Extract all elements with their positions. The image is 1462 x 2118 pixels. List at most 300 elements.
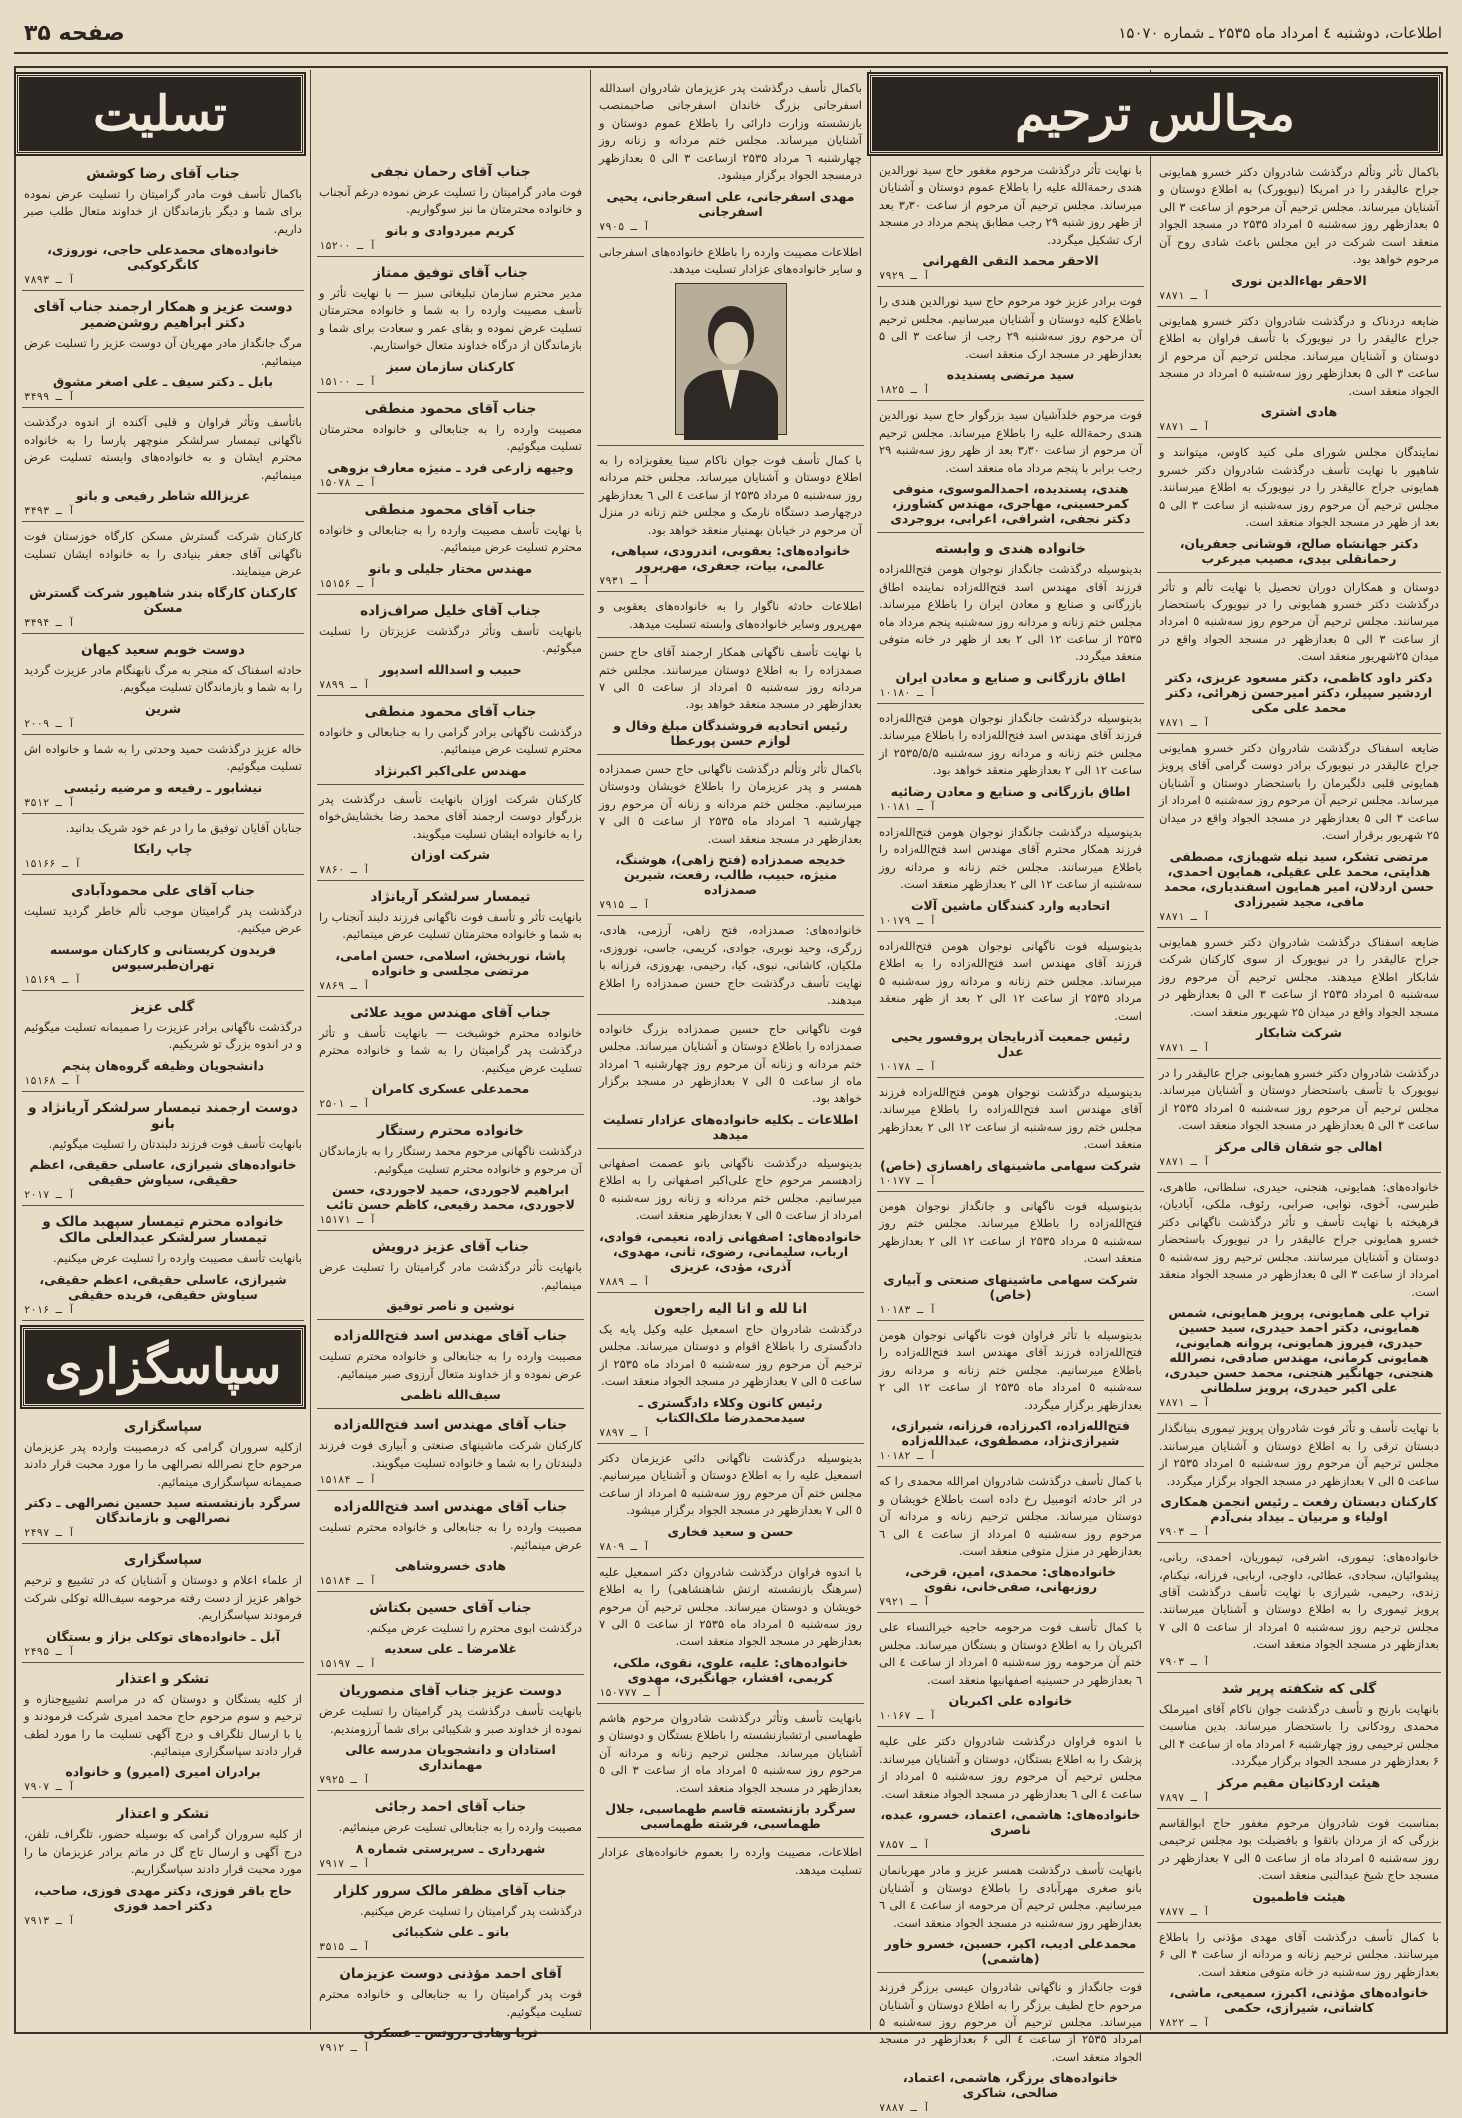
notice-signature: هیئت فاطمیون (1252, 1888, 1346, 1904)
notice-body: بدینوسیله درگذشت ناگهانی بانو عصمت اصفهانی زادهسمر مرحوم حاج علی‌اکبر اصفهانی را به اطلاع میرسانیم. مجلس ختم مردانه و زنانه روز سه‌شنبه ٥ امرداد از ساعت ٥ الی ۷ بعدازظهر منعقد است. (599, 1155, 862, 1223)
notice (1157, 438, 1441, 572)
notice-title: جناب آقای مهندس اسد فتح‌الله‌زاده (333, 1328, 568, 1345)
notice-body: با کمال تأسف درگذشت شادروان امرالله محمدی را که در اثر حادثه اتومبیل رخ داده است باطلاع خویشان و دوستان میرساند. مجلس ترحیم زنانه و مردانه آن مرحوم روز سه‌شنبه ٥ امرداد از ساعت ٤ الی ٦ بعدازظهر در منزل متوفی منعقد است. (879, 1474, 1142, 1558)
notice-code: آ ـ ۲۰۰۹ (24, 717, 75, 730)
column-tasliat-left (16, 70, 310, 2030)
notice (317, 1320, 584, 1409)
notice-title: دوست خوبم سعید کیهان (81, 641, 245, 658)
notice (22, 1206, 304, 1320)
notice-title: جناب آقای رضا کوشش (86, 166, 240, 182)
notice-signature: مهندس علی‌اکبر اکبرنژاد (374, 762, 527, 778)
notice (22, 1411, 304, 1544)
notice-signature: شرکت سهامی ماشینهای راهسازی (خاص) (879, 1157, 1142, 1173)
notice-title: تیمسار سرلشکر آریانژاد (370, 888, 531, 905)
notice-signature: الاحقر محمد التقی القهرانی (922, 253, 1099, 269)
notice-body: درگذشت شادروان دکتر خسرو همایونی جراح عالیقدر را در نیویورک با تأسف باستحضار دوستان و آشنایان میرساند. مجلس ترحیم آن مرحوم روز سه‌شنبه ٥ امرداد ۲۵۳۵ از ساعت ۳ الی ۵ بعدازظهر در مسجد الجواد منعقد است. (1159, 1066, 1440, 1133)
notice (1157, 1543, 1441, 1673)
notice-code: آ ـ ۷۹۱۳ (24, 1914, 75, 1927)
notice (597, 1838, 864, 1883)
notice-title: جناب آقای مهندس موید علائی (350, 1004, 551, 1021)
notice-body: بمناسبت فوت شادروان مرحوم مغفور حاج ابوالقاسم بزرگی که از مردان باتقوا و بافضیلت بود مجلس ترحیمی روز سه‌شنبه ٥ امرداد ماه از ساعت ۵ الی ۷ بعدازظهر در مسجد حاج شیخ عبدالنبی منعقد است. (1159, 1815, 1439, 1883)
notice-signature: حاج باقر فوزی، دکتر مهدی فوزی، صاحب، دکتر احمد فوزی (33, 1882, 292, 1913)
notice-code: آ ـ ۱۸۲۵ (879, 384, 930, 397)
notice-body: باتأسف وتأثر فراوان و قلبی آکنده از اندوه درگذشت ناگهانی تیمسار سرلشکر منوچهر پارسا را به خانواده محترم ایشان و به خانواده‌های وابسته تسلیت عرض مینمائیم. (24, 415, 302, 482)
notice-body: فوت مرحوم خلدآشیان سید بزرگوار حاج سید نورالدین هندی رحمةالله علیه را باطلاع میرساند. مجلس ترحیم آن مرحوم از ساعت ۳٫۳۰ بعد از ظهر روز سه‌شنبه ۲۹ رجب برابر با پنجم مرداد ماه منعقد است. (879, 408, 1143, 475)
notice-signature: برادران امیری (امیرو) و خانواده (65, 1764, 261, 1780)
notice-code: آ ـ ۷۸۷۱ (1159, 1042, 1210, 1054)
page-number: صفحه ۳۵ (24, 20, 125, 46)
notice (877, 932, 1144, 1078)
notice-code: آ ـ ۱۰۱۸۳ (879, 1303, 936, 1316)
notice-body: درگذشت پدر گرامیتان موجب تألم خاطر گردید تسلیت عرض میکنیم. (24, 903, 302, 936)
notice (317, 1231, 584, 1320)
notice (1157, 928, 1441, 1059)
notice-signature: کارکنان کارگاه بندر شاهپور شرکت گسترش مسکن (29, 584, 297, 615)
notice-signature: ابراهیم لاجوردی، حمید لاجوردی، حسن لاجوردی، محمد رفیعی، کاظم حسن تائب (326, 1182, 575, 1213)
notice-signature: شرکت سهامی ماشینهای صنعتی و آبیاری (خاص) (883, 1271, 1138, 1302)
notice (597, 592, 864, 638)
notice-code: آ ـ ۷۸۷۷ (1159, 1905, 1210, 1918)
notice-signature: خانواده‌های: اصفهانی زاده، نعیمی، فوادی، ارباب، سلیمانی، رضوی، ثانی، مهدوی، آذری، مؤدی، عزیزی (599, 1228, 862, 1274)
notice-code: آ ـ ۲۴۹۵ (24, 1645, 75, 1658)
notice-code: آ ـ ۳۴۹۳ (24, 505, 75, 518)
notice-signature: محمدعلی ادیب، اکبر، حسین، خسرو خاور (هاشمی) (884, 1936, 1137, 1967)
notice-body: حادثه اسفناک که منجر به مرگ نابهنگام مادر عزیزت گردید را به شما و بازماندگان تسلیت میگویم. (24, 662, 302, 695)
notice-signature: اطاق بازرگانی و صنایع و معادن رضائیه (890, 783, 1131, 799)
notice-body: اطلاعات، مصیبت وارده را بعموم خانواده‌های عزادار تسلیت میدهد. (599, 1845, 862, 1877)
notice-code: آ ـ ۱۰۱۶۷ (879, 1710, 936, 1723)
notice (22, 522, 304, 633)
notice-signature: استادان و دانشجویان مدرسه عالی مهمانداری (345, 1742, 556, 1773)
notice-body: فوت جانگداز و ناگهانی شادروان عیسی برزگر فرزند مرحوم حاج لطیف برزگر را به اطلاع دوستان و آشنایان میرساند. مجلس ترحیم آن مرحوم روز سه‌شنبه ۵ امرداد ۲۵۳۵ از ساعت ٤ الی ۶ بعدازظهر در مسجد الجواد منعقد است. (879, 1980, 1142, 2064)
notice-code: آ ـ ۱۵۱۹۷ (319, 1658, 376, 1671)
notice-title: جناب آقای علی محمودآبادی (71, 882, 255, 899)
notice-signature: کارکنان دبستان رفعت ـ رئیس انجمن همکاری اولیاء و مربیان ـ بیداد بنی‌آدم (1160, 1494, 1438, 1525)
notice-body: خانواده‌های: تیموری، اشرفی، تیموریان، احمدی، ربانی، پیشوائیان، سجادی، عطائی، داوجی، اربابی، فرزانه، نیکنام، زندی، رحیمی، شیرازی با نهایت تأسف درگذشت آقای پرویز تیموری را به اطلاع دوستان و آشنایان میرسانند. مجلس ترحیم روز سه‌شنبه ٥ امرداد از ساعت ۵ الی ۷ بعدازظهر در مسجد الجواد منعقد است. (1159, 1550, 1439, 1652)
notice-signature: مهندس مختار جلیلی و بانو (368, 560, 533, 576)
notice (22, 408, 304, 522)
notice-code: آ ـ ۳۵۱۲ (24, 796, 75, 809)
notice-body: بدینوسیله فوت ناگهانی نوجوان هومن فتح‌الله‌زاده فرزند آقای مهندس اسد فتح‌الله‌زاده را به اطلاع میرساند. مجلس ختم زنانه و مردانه روز سه‌شنبه ۵ مرداد ۲۵۳۵ از ساعت ۱۲ الی ۲ بعد از ظهر منعقد است. (879, 938, 1142, 1023)
notice (22, 735, 304, 814)
notice-signature: دانشجویان وظیفه گروه‌هان پنجم (61, 1057, 265, 1073)
notice-signature: خدیجه صمدزاده (فتح زاهی)، هوشنگ، منیژه، حبیب، طالب، رفعت، شیرین صمدزاده (615, 852, 846, 898)
notice (597, 1558, 864, 1704)
notice-code: آ ـ ۷۸۷۱ (1159, 1155, 1210, 1168)
notice-body: باکمال تأثر وتألم درگذشت شادروان دکتر خسرو همایونی جراح عالیقدر را در امریکا (نیویورک) به اطلاع دوستان و آشنایان میرساند. مجلس ترحیم آن مرحوم از ساعت ۳ الی ۵ بعدازظهر روز سه‌شنبه ٥ امرداد ۲۵۳۵ در مسجد الجواد منعقد است شرکت در این مجلس باعث شادی روح آن مرحوم خواهد بود. (1159, 165, 1439, 267)
notice-code: آ ـ ۱۰۱۷۹ (879, 914, 936, 927)
notice (877, 401, 1144, 533)
notice (597, 1293, 864, 1444)
notice-title: گلی عزیز (131, 998, 195, 1015)
notice-body: مرگ جانگداز مادر مهربان آن دوست عزیز را تسلیت عرض مینمائیم. (24, 336, 302, 368)
notice-code: آ ـ ۷۹۲۱ (879, 1596, 930, 1609)
newspaper-header (14, 14, 1448, 54)
notice-body: اطلاعات حادثه ناگوار را به خانواده‌های یعقوبی و مهرپرور وسایر خانواده‌های وابسته تسلیت میدهد. (599, 599, 862, 631)
notice-code: آ ـ ۲۴۹۷ (24, 1527, 75, 1540)
notice-body: کارکنان شرکت اوزان بانهایت تأسف درگذشت پدر بزرگوار دوست ارجمند آقای محمد رضا بخشایش‌خواه را به خانواده ایشان تسلیت میگویند. (319, 791, 582, 841)
notice-signature: مهدی اسفرجانی، علی اسفرجانی، یحیی اسفرجانی (606, 188, 855, 219)
notice (1157, 1059, 1441, 1173)
notice-title: جناب آقای مظفر مالک سرور کلزار (334, 1882, 567, 1899)
notice (877, 818, 1144, 932)
notice (317, 696, 584, 785)
notice-signature: حسن و سعید فخاری (667, 1523, 794, 1539)
notice-body: درگذشت ناگهانی برادر عزیزت را صمیمانه تسلیت میگوئیم و در اندوه بزرگ تو شریکیم. (24, 1019, 302, 1052)
notice-signature: هادی خسروشاهی (394, 1558, 507, 1573)
notice-signature: مرتضی تشکر، سید نیله شهبازی، مصطفی هدایتی، محمد علی عقیلی، همایون احمدی، حسن اردلان، امیر همایون اسفندیاری، محمد مافی، مجید شیرزادی (1163, 848, 1435, 909)
notice-body: بدینوسیله فوت ناگهانی و جانگداز نوجوان هومن فتح‌الله‌زاده را باطلاع میرساند. مجلس ختم روز سه‌شنبه ۵ مرداد ۲۵۳۵ از ساعت ۱۲ الی ۲ بعدازظهر منعقد است. (879, 1198, 1142, 1266)
notice-body: فوت پدر گرامیتان را به جنابعالی و خانواده محترم تسلیت میگوئیم. (319, 1987, 582, 2019)
notice-body: بدینوسیله درگذشت نوجوان هومن فتح‌الله‌زاده فرزند آقای مهندس اسد فتح‌الله‌زاده را باطلاع میرساند. مجلس ختم روز سه‌شنبه از ساعت ۱۲ الی ۲ بعدازظهر منعقد است. (879, 1085, 1142, 1152)
notice-body: باکمال تأسف درگذشت پدر عزیزمان شادروان اسدالله اسفرجانی بزرگ خاندان اسفرجانی صاحبمنصب بازنشسته وزارت دارائی را باطلاع عموم دوستان و آشنایان میرساند. مجلس ختم مردانه و زنانه روز چهارشنبه ٦ مرداد ۲۵۳۵ ازساعت ۳ الی ٥ بعدازظهر درمسجد الجواد برگزار میشود. (599, 81, 862, 183)
notice (317, 1791, 584, 1874)
notice-body: خانواده محترم خوشبخت — بانهایت تأسف و تأثر درگذشت پدر گرامیتان را به شما و خانواده محترم تسلیت عرض میکنیم. (319, 1025, 582, 1075)
notice-signature: شرکت اوزان (410, 846, 491, 862)
notice-body: ضایعه اسفناک درگذشت شادروان دکتر خسرو همایونی جراح عالیقدر را در نیویورک از سوی کارکنان شرکت شابکار اطلاع میدهند. مجلس ترحیم آن مرحوم روز سه‌شنبه ٥ امرداد ۲۵۳۵ از ساعت ۳ الی ۵ بعدازظهر در مسجد الجواد واقع در میدان ۲۵ شهریور منعقد است. (1159, 934, 1439, 1019)
notice (877, 1856, 1144, 1973)
notice-signature: خانواده‌های محمدعلی حاجی، نوروزی، کانگرکوکبی (47, 242, 279, 273)
notice-body: فوت ناگهانی حاج حسین صمدزاده بزرگ خانواده صمدزاده را باطلاع دوستان و آشنایان میرساند. مجلس ختم مردانه و زنانه آن مرحوم روز چهارشنبه ٦ امرداد ماه از ساعت ٥ الی ۷ بعدازظهر در مسجد برگزار خواهد بود. (599, 1021, 863, 1106)
notice-code: آ ـ ۱۰۱۸۲ (879, 1450, 936, 1463)
notice-signature: رئیس کانون وکلاء دادگستری ـ سیدمحمدرضا ملک‌الکتاب (638, 1394, 823, 1425)
notice-body: باکمال تأسف فوت مادر گرامیتان را تسلیت عرض نموده برای شما و دیگر بازماندگان از خداوند متعال طلب صبر داریم. (24, 187, 302, 236)
notice-code: آ ـ ۱۵۱۶۹ (24, 973, 81, 986)
notice (317, 595, 584, 696)
notice-code: آ ـ ۷۹۲۹ (879, 270, 930, 283)
notice-signature: دکتر جهانشاه صالح، فوشانی جعفریان، رحمانقلی بیدی، مصیب میرعرب (1179, 535, 1419, 566)
notice-code: آ ـ ۷۹۰۵ (599, 220, 650, 233)
notice (877, 1973, 1144, 2118)
notice-signature: خانواده‌های: محمدی، امین، قرخی، روزبهانی، صفی‌خانی، نقوی (904, 1564, 1117, 1595)
notice-body: بانهایت تأثر درگذشت مادر گرامیتان را تسلیت عرض مینمائیم. (319, 1260, 582, 1292)
notice (317, 393, 584, 494)
notice-body: بانهایت تأسف مصیبت وارده را تسلیت عرض میکنیم. (53, 1251, 302, 1266)
notice-code: آ ـ ۳۴۹۴ (24, 616, 75, 629)
notice-body: بدینوسیله با تأثر فراوان فوت ناگهانی نوجوان هومن فتح‌الله‌زاده فرزند آقای مهندس اسد فتح‌الله‌زاده را باطلاع میرسانیم. مجلس ختم زنانه و مردانه روز سه‌شنبه ٥ امرداد ماه ۲۵۳۵ از ساعت ۱۲ الی ۲ بعدازظهر برگزار میگردد. (879, 1327, 1142, 1412)
notice-body: فوت برادر عزیز خود مرحوم حاج سید نورالدین هندی را باطلاع کلیه دوستان و آشنایان میرسانیم. مجلس ترحیم آن مرحوم روز سه‌شنبه ۲۹ رجب از ساعت ۳ الی ۵ بعدازظهر در مسجد ارک منعقد است. (879, 294, 1142, 361)
notice-code: آ ـ ۷۸۲۲ (1159, 2017, 1210, 2029)
notice-body: با نهایت تأثر درگذشت مرحوم مغفور حاج سید نورالدین هندی رحمةالله علیه را باطلاع عموم دوستان و آشنایان میرساند. مجلس ترحیم آن مرحوم از ساعت ۳٫۳۰ بعد از ظهر روز شنبه ۲۹ رجب مطابق پنجم مرداد در مسجد ارک تشکیل میگردد. (879, 163, 1142, 247)
notice-body: با کمال تأسف فوت مرحومه حاجیه خیرالنساء علی اکبریان را به اطلاع دوستان و بستگان میرساند. مجلس ختم آن مرحومه روز سه‌شنبه ٥ امرداد از ساعت ٤ الی ٦ بعدازظهر در حسینیه اصفهانیها منعقد است. (879, 1620, 1142, 1687)
notice-body: بانهایت تأسف وتأثر درگذشت شادروان مرحوم هاشم طهماسبی ارتشبازنشسته را باطلاع بستگان و دوستان و آشنایان میرساند. مجلس ترحیم زنانه و مردانه آن مرحوم روز سه‌شنبه ٥ امرداد ماه از ساعت ۳ الی ٥ بعدازظهر در مسجد الجواد منعقد است. (599, 1710, 862, 1795)
notice-signature: نیشابور ـ رفیعه و مرضیه رئیسی (63, 779, 263, 795)
section-banner-sepas: سپاسگزاری (22, 1327, 304, 1407)
notice-code: آ ـ ۳۵۱۵ (319, 1941, 370, 1954)
notice-body: بانهایت بارنج و تأسف درگذشت جوان ناکام آقای امیرملک محمدی رودکانی را باستحضار میرساند. بدین مناسبت مجلس ترحیمی روز چهارشنبه ۶ امرداد ماه از ساعت ۴ الی ۶ بعدازظهر در مسجد الجواد برگزار میگردد. (1159, 1701, 1439, 1769)
notice-body: خانواده‌های: صمدزاده، فتح زاهی، آرزمی، هادی، زرگری، وحید نوبری، جوادی، کریمی، جاسی، نوروزی، ملکیان، کاشانی، نبوی، کیا، رحیمی، بهروزی، فرزانه با نهایت تأسف درگذشت حاج حسن صمدزاده را اطلاع میدهند. (599, 923, 862, 1008)
notice-body: از کلیه سروران گرامی که بوسیله حضور، تلگراف، تلفن، درج آگهی و ارسال تاج گل در ماتم برادر عزیزمان ما را مورد محبت قرار دادند سپاسگزاریم. (24, 1827, 302, 1877)
notice (877, 287, 1144, 401)
notice (877, 704, 1144, 818)
notice-body: جنابان آقایان توفیق ما را در غم خود شریک بدانید. (65, 820, 302, 835)
notice-code: آ ـ ۱۰۱۸۰ (879, 686, 936, 699)
notice-signature: سیف‌الله ناظمی (400, 1387, 501, 1403)
notice-body: با اندوه فراوان درگذشت شادروان دکتر علی علیه پزشک را به اطلاع بستگان، دوستان و آشنایان میرساند. مجلس ترحیم آن مرحوم روز سه‌شنبه ٥ امرداد از ساعت ٤ الی ٦ بعدازظهر در مسجد الجواد منعقد است. (879, 1734, 1142, 1801)
notice-signature: بانو ـ علی شکیبائی (391, 1924, 510, 1940)
notice (317, 1592, 584, 1675)
notice-code: آ ـ ۱۵۰۷۷۷ (599, 1686, 663, 1699)
notice (597, 638, 864, 755)
notice-body: با اندوه فراوان درگذشت شادروان دکتر اسمعیل علیه (سرهنگ بازنشسته ارتش شاهنشاهی) را به اطلاع خویشان و دوستان میرساند. مجلس ترحیم آن مرحوم روز سه‌شنبه ٥ امرداد ماه ۲۵۳۵ از ساعت ٥ الی ۷ بعدازظهر در مسجد الجواد منعقد است. (599, 1564, 862, 1649)
notice (317, 156, 584, 257)
notice-title: جناب آقای مهندس اسد فتح‌الله‌زاده (333, 1499, 568, 1516)
notice-signature: عزیزالله شاطر رفیعی و بانو (75, 488, 251, 504)
notice-code: آ ـ ۱۵۱۸۴ (319, 1575, 376, 1587)
notice-body: ضایعه دردناک و درگذشت شادروان دکتر خسرو همایونی جراح عالیقدر را در نیویورک با تأسف فراوان به اطلاع دوستان و آشنایان میرساند. مجلس ترحیم آن مرحوم از ساعت ۳ الی ۵ بعدازظهر روز سه‌شنبه ٥ امرداد در مسجد الجواد منعقد است. (1159, 313, 1439, 398)
notice-code: آ ـ ۷۸۸۹ (599, 1275, 650, 1288)
notice-body: خاله عزیز درگذشت حمید وحدتی را به شما و خانواده اش تسلیت میگوئیم. (24, 741, 302, 774)
notice (317, 785, 584, 881)
column-tasliat-right (311, 70, 590, 2055)
notice-signature: ثریا وهادی دروتس ـ عسکری (363, 2025, 538, 2041)
notice-body: با کمال تأسف درگذشت آقای مهدی مؤذنی را باطلاع میرسانند. مجلس ترحیم زنانه و مردانه از ساعت ۴ الی ۶ بعدازظهر روز سه‌شنبه در خانه متوفی منعقد است. (1159, 1929, 1439, 1979)
notice-signature: هادی اشتری (1260, 404, 1338, 420)
notice-signature: شیرازی، عاسلی حقیقی، اعظم حقیقی، سیاوش حقیقی، فریده حقیقی (39, 1271, 287, 1302)
notice-signature: نوشین و ناصر توفیق (386, 1298, 515, 1314)
portrait-photo (675, 283, 787, 435)
notice (877, 1727, 1144, 1856)
notice-body: نمایندگان مجلس شورای ملی کنید کاوس، میتوانند و شاهپور با نهایت تأسف درگذشت شادروان دکتر خسرو همایونی جراح عالیقدر را در نیویورک به اطلاع میرسانند. مجلس ترحیم آن مرحوم روز سه‌شنبه از ساعت ۳ الی ۵ بعد از ظهر در مسجد الجواد منعقد است. (1159, 445, 1439, 530)
notice (317, 881, 584, 997)
notice (1157, 734, 1441, 928)
notice (22, 158, 304, 291)
notice-code: آ ـ ۱۰۱۸۱ (879, 800, 936, 813)
notice-body: اطلاعات مصیبت وارده را باطلاع خانواده‌های اسفرجانی و سایر خانواده‌های عزادار تسلیت میدهد. (599, 244, 862, 277)
notice-body: بدینوسیله درگذشت جانگداز نوجوان هومن فتح‌الله‌زاده فرزند آقای مهندس اسد فتح‌الله‌زاده نماینده اطاق بازرگانی و صنایع و معادن ایران را باطلاع میرساند. مجلس ختم زنانه و مردانه روز سه‌شنبه پنجم مرداد ماه ۲۵۳۵ از ساعت ۱۲ الی ۲ بعد از ظهر در خانه متوفی منعقد میگردد. (879, 562, 1142, 664)
notice-title: سپاسگزاری (123, 1418, 203, 1435)
notice-code: آ ـ ۲۵۰۱ (319, 1098, 370, 1111)
notice-code: آ ـ ۷۹۰۳ (1159, 1526, 1210, 1539)
notice-signature: اطلاعات ـ بکلیه خانواده‌های عزادار تسلیت میدهد (602, 1111, 859, 1142)
notice-code: آ ـ ۷۸۶۹ (319, 979, 370, 992)
notice-code: آ ـ ۷۸۷۱ (1159, 716, 1210, 729)
notice-code: آ ـ ۷۹۳۱ (599, 575, 650, 588)
notice-code: آ ـ ۱۵۲۰۰ (319, 239, 376, 252)
notice-code: آ ـ ۷۸۵۷ (879, 1839, 930, 1852)
notice-code: آ ـ ۱۰۱۷۸ (879, 1061, 936, 1073)
notice-body: با نهایت تأسف و تأثر فوت شادروان پرویز تیموری بنیانگذار دبستان ترقی را به اطلاع دوستان و آشنایان میرسانند. مجلس ترحیم آن مرحوم روز سه‌شنبه ٥ امرداد ۲۵۳۵ از ساعت ۵ الی ۷ بعدازظهر در مسجد الجواد برگزار میگردد. (1159, 1421, 1440, 1488)
notice-signature: خانواده‌های برزگر، هاشمی، اعتماد، صالحی، شاکری (902, 2070, 1119, 2101)
notice-body: مصیبت وارده را به جنابعالی و خانواده محترم تسلیت عرض مینمائیم. (319, 1520, 582, 1552)
notice (317, 1115, 584, 1231)
notice (597, 1149, 864, 1293)
notice (597, 238, 864, 446)
notice (1157, 1673, 1441, 1809)
notice-title: تشکر و اعتذار (116, 1806, 210, 1823)
masthead-line: اطلاعات، دوشنبه ٤ امرداد ماه ۲۵۳۵ ـ شماره ۱۵۰۷۰ (1118, 24, 1442, 42)
notice-title: آقای احمد مؤذنی دوست عزیزمان (339, 1966, 562, 1983)
notice-code: آ ـ ۷۹۱۷ (319, 1857, 370, 1870)
notice (317, 257, 584, 393)
notice-code: آ ـ ۷۸۹۷ (599, 1426, 650, 1439)
notice-title: خانواده محترم تیمسار سپهبد مالک و تیمسار سرلشکر عبدالعلی مالک (42, 1214, 284, 1247)
notice-code: آ ـ ۷۹۰۳ (1159, 1655, 1210, 1668)
notice-title: جناب آقای محمود منطقی (364, 501, 537, 518)
notice-code: آ ـ ۱۵۱۰۰ (319, 375, 376, 388)
notice-body: کارکنان شرکت گسترش مسکن کارگاه خوزستان فوت ناگهانی آقای جعفر بنیادی را به خانواده ایشان تسلیت عرض مینمایند. (24, 529, 302, 579)
notice-signature: الاحقر بهاءالدین نوری (1231, 272, 1367, 288)
notice-body: مصیبت وارده را به جنابعالی و خانواده محترمتان تسلیت میگوئیم. (319, 421, 582, 454)
notice-signature: تراپ علی همایونی، پرویز همایونی، شمس همایونی، دکتر احمد حیدری، سید حسین حیدری، فیروز همایونی، پروانه همایونی، همایونی کرمانی، مهندس صادقی، نصرالله هنجنی، جهانگیر هنجنی، محمد حسن حیدری، علی اکبر حیدری، پرویز سلطانی (1164, 1305, 1434, 1396)
notice-body: درگذشت ابوی محترم را تسلیت عرض میکنم. (366, 1621, 582, 1635)
notice-code: آ ـ ۷۸۶۰ (319, 863, 370, 876)
notice-title: جناب آقای خلیل صراف‌زاده (360, 602, 541, 619)
notice-signature: خانواده‌های: هاشمی، اعتماد، خسرو، عبده، ناصری (880, 1807, 1141, 1838)
notice (1157, 1809, 1441, 1923)
notice-signature: شرکت شابکار (1256, 1025, 1342, 1040)
notice (1157, 1173, 1441, 1414)
notice-signature: اتحادیه وارد کنندگان ماشین آلات (911, 897, 1110, 913)
notice-title: تشکر و اعتذار (116, 1670, 210, 1687)
notice-body: بانهایت تأسف وتأثر درگذشت عزیزتان را تسلیت میگوئیم. (319, 623, 582, 656)
notice (877, 156, 1144, 287)
notice (317, 1958, 584, 2058)
notice-code: آ ـ ۱۵۱۵۶ (319, 577, 376, 590)
notice-title: جناب آقای محمود منطقی (364, 703, 537, 720)
notice-signature: خانواده‌های شیرازی، عاسلی حقیقی، اعظم حقیقی، سیاوش حقیقی (29, 1157, 297, 1188)
notice-title: انا لله و انا الیه راجعون (653, 1300, 808, 1317)
notice-title: جناب آقای مهندس اسد فتح‌الله‌زاده (333, 1417, 568, 1434)
notice-code: آ ـ ۱۵۱۸۴ (319, 1474, 376, 1487)
notice-title: گلی که شکفته پرپر شد (1221, 1680, 1377, 1697)
notice-body: بدینوسیله درگذشت جانگداز نوجوان هومن فتح‌الله‌زاده فرزند همکار محترم آقای مهندس اسد فتح‌الله‌زاده را باطلاع میرسانند. مجلس ختم زنانه و مردانه روز سه‌شنبه از ساعت ۱۲ الی ۲ بعدازظهر منعقد است. (879, 824, 1142, 892)
notice (597, 1704, 864, 1838)
notice-signature: شرین (144, 700, 181, 716)
notice-body: باکمال تأثر وتألم درگذشت ناگهانی حاج حسن صمدزاده همسر و پدر عزیزمان را باطلاع خویشان ودوستان میرسانیم. مجلس ختم مردانه و زنانه آن مرحوم روز چهارشنبه ٦ امرداد ماه ۲۵۳۵ از ساعت ٥ الی ۷ بعدازظهر در مسجد منعقد است. (599, 761, 862, 846)
notice (22, 1798, 304, 1930)
section-banner-tasliat: تسلیت (16, 74, 304, 154)
notice (1157, 158, 1441, 307)
notice (597, 1015, 864, 1149)
notice-body: کارکنان شرکت ماشینهای صنعتی و آبیاری فوت فرزند دلبندتان را به شما و خانواده تسلیت میگویند. (319, 1438, 582, 1470)
notice-title: جناب آقای عزیز درویش (371, 1239, 530, 1256)
notice-title: سپاسگزاری (123, 1552, 203, 1569)
notice-body: فوت مادر گرامیتان را تسلیت عرض نموده درغم آنجناب و خانواده محترمتان ما نیز سوگواریم. (319, 185, 582, 217)
notice-signature: سرگرد بازنشسته قاسم طهماسبی، جلال طهماسبی، فرشته طهماسبی (605, 1801, 856, 1832)
notice-code: آ ـ ۷۸۷۱ (1159, 910, 1210, 923)
notice-signature: رئیس جمعیت آذربایجان پروفسور یحیی عدل (891, 1029, 1130, 1059)
notice-body: با نهایت تأسف مصیبت وارده را به جنابعالی و خانواده محترم تسلیت عرض مینمائیم. (319, 522, 582, 555)
notice-code: آ ـ ۲۰۱۶ (24, 1303, 75, 1316)
notice (22, 991, 304, 1092)
notice-body: مصیبت وارده را به جنابعالی و خانواده محترم تسلیت عرض نموده و از خداوند متعال آرزوی صبر مینمائیم. (319, 1349, 582, 1381)
notice-signature: هندی، پسندیده، احمدالموسوی، منوفی کمرحسینی، مهاجری، مهندس کشاورز، دکتر نجفی، اشرافی، اعرابی، بروجردی (890, 481, 1131, 527)
notice-code: آ ـ ۷۸۷۱ (1159, 289, 1210, 302)
notice (1157, 307, 1441, 438)
notice-code: آ ـ ۷۸۹۹ (319, 678, 370, 691)
notice-body: با نهایت تأسف ناگهانی همکار ارجمند آقای حاج حسن صمدزاده را به اطلاع دوستان میرسانند. مجلس ختم مردانه روز سه‌شنبه ٥ امرداد از ساعت ٥ الی ۷ بعدازظهر در مسجد منعقد خواهد بود. (599, 645, 862, 712)
notice-signature: فریدون کریستانی و کارکنان موسسه تهران‌طبرسیوس (49, 941, 277, 972)
notice-signature: خانواده‌های مؤذنی، اکبرز، سمیعی، ماشی، کاشانی، شیرازی، حکمی (1169, 1985, 1429, 2015)
notice (877, 1321, 1144, 1467)
notice-title: دوست عزیز جناب آقای منصوریان (339, 1683, 562, 1700)
notice-body: دوستان و همکاران دوران تحصیل با نهایت تألم و تأثر درگذشت دکتر خسرو همایونی را در نیویورک باستحضار میرسانند. مجلس ترحیم آن مرحوم روز سه‌شنبه ٥ امرداد از ساعت ۳ الی ۵ بعدازظهر در مسجد الجواد واقع در میدان ۲۵شهریور منعقد است. (1159, 579, 1439, 664)
notice-signature: شهرداری ـ سرپرستی شماره ۸ (355, 1840, 546, 1856)
notice (877, 1613, 1144, 1727)
column-majales-middle (871, 70, 1150, 2115)
notice-signature: خانواده‌های: علیه، علوی، نقوی، ملکی، کریمی، افشار، جهانگیری، مهدوی (612, 1654, 849, 1685)
notice (317, 1491, 584, 1592)
notice-code: آ ـ ۱۵۱۷۱ (319, 1214, 376, 1227)
notice (22, 1092, 304, 1206)
notice-code: آ ـ ۳۴۹۹ (24, 391, 75, 404)
column-majales-left (591, 70, 870, 2030)
notice-signature: اهالی جو شقان قالی مرکز (1215, 1138, 1383, 1154)
notice-signature: پاشا، نوربخش، اسلامی، حسن امامی، مرتضی مجلسی و خانواده (335, 947, 566, 978)
notice-body: بانهایت تأسف درگذشت پدر گرامیتان را تسلیت عرض نموده از خداوند صبر و شکیبائی برای شما آرزومندیم. (319, 1704, 582, 1736)
section-banner-majales: مجالس ترحیم (869, 74, 1441, 154)
notice-body: درگذشت پدر گرامیتان را تسلیت عرض میکنیم. (359, 1903, 582, 1918)
notice (317, 1409, 584, 1491)
column-majales-right (1015, 70, 1447, 2030)
notice-signature: آبل ـ خانواده‌های توکلی بزاز و بستگان (45, 1628, 281, 1644)
notice-body: خانواده‌های: همایونی، هنجنی، حیدری، سلطانی، طاهری، طبرسی، آخوی، نوابی، صرابی، رئوف، ملکی، آبادیان، فرهیخته با نهایت تأسف و تأثر درگذشت ناگهانی دکتر خسرو همایونی جراح عالیقدر را در نیویورک باستحضار دوستان و آشنایان میرسانند. مجلس ترحیم روز سه‌شنبه ٥ امرداد از ساعت ۳ الی ۵ بعدازظهر در مسجد الجواد منعقد است. (1159, 1179, 1439, 1299)
notice-code: آ ـ ۷۸۹۷ (1159, 1791, 1210, 1804)
notice-body: بدینوسیله درگذشت ناگهانی دائی عزیزمان دکتر اسمعیل علیه را به اطلاع دوستان و آشنایان میرسانیم. مجلس ختم آن مرحوم روز سه‌شنبه ۵ امرداد از ساعت ٥ الی ۷ بعدازظهر در مسجد الجواد برگزار میشود. (599, 1450, 862, 1518)
notice-body: درگذشت شادروان حاج اسمعیل علیه وکیل پایه یک دادگستری را باطلاع اقوام و دوستان میرساند. مجلس ترحیم آن مرحوم روز سه‌شنبه ٥ امرداد ماه ۲۵۳۵ از ساعت ٥ الی ۷ بعدازظهر در مسجد الجواد منعقد است. (599, 1321, 863, 1389)
notice-signature: محمدعلی عسکری کامران (371, 1081, 530, 1097)
notice-code: آ ـ ۷۸۷۱ (1159, 421, 1210, 434)
notice-title: خانواده هندی و وابسته (935, 541, 1086, 558)
notice-body: با کمال تأسف فوت جوان ناکام سینا یعقوبزاده را به اطلاع دوستان و آشنایان میرساند. مجلس ختم مردانه روز سه‌شنبه ٥ مرداد ۲۵۳۵ از ساعت ٤ الی ٦ بعدازظهر درچهارصد دستگاه نارمک و مجلس ختم زنانه در منزل آن مرحوم در خیابان بهمنیار منعقد خواهد بود. (599, 452, 862, 537)
notice-signature: سرگرد بازنشسته سید حسین نصرالهی ـ دکتر نصرالهی و بازماندگان (25, 1495, 301, 1526)
notice-signature: کارکنان سازمان سبز (386, 358, 515, 374)
notice-body: مدیر محترم سازمان تبلیغاتی سبز — با نهایت تأثر و تأسف مصیبت وارده را به شما و خانواده محترمتان تسلیت عرض نموده و بقای عمر و سعادت برای شما و بازماندگان از درگاه خداوند متعال خواستاریم. (319, 285, 582, 353)
notice (317, 997, 584, 1115)
notice-body: ضایعه اسفناک درگذشت شادروان دکتر خسرو همایونی جراح عالیقدر در نیویورک برادر دوست گرامی آقای پرویز همایونی قلبی دلگیرمان را باستحضار دوستان و آشنایان میرساند. مجلس ترحیم آن مرحوم روز سه‌شنبه ٥ امرداد از ساعت ۳ الی ۵ بعدازظهر در مسجد الجواد واقع در میدان ۲۵ شهریور برقرار است. (1159, 740, 1439, 843)
notice-signature: اطاق بازرگانی و صنایع و معادن ایران (895, 669, 1126, 685)
notice-code: آ ـ ۷۸۹۳ (24, 274, 75, 287)
notice (22, 814, 304, 875)
notice (1157, 1923, 1441, 2033)
notice-signature: حبیب و اسدالله اسدپور (379, 661, 522, 677)
notice-code: آ ـ ۱۰۱۷۷ (879, 1174, 936, 1187)
notice-title: جناب آقای توفیق ممتاز (373, 264, 528, 281)
notice-body: درگذشت ناگهانی مرحوم محمد رستگار را به بازماندگان آن مرحوم و خانواده محترم تسلیت میگوئیم. (319, 1144, 582, 1176)
notice (597, 446, 864, 592)
notice (22, 1544, 304, 1662)
notice-signature: فتح‌الله‌زاده، اکبرزاده، فرزانه، شیرازی، شیرازی‌نژاد، مصطفوی، عبدالله‌زاده (891, 1418, 1130, 1449)
notice-code: آ ـ ۷۹۲۵ (319, 1774, 370, 1787)
notice (22, 1663, 304, 1799)
notice-signature: خانواده‌های: یعقوبی، اندرودی، سپاهی، عالمی، بیات، جعفری، مهرپرور (610, 543, 851, 574)
notice (877, 1078, 1144, 1192)
notice (22, 875, 304, 991)
notice-signature: خانواده علی اکبریان (948, 1693, 1073, 1709)
notice (22, 291, 304, 408)
notice-title: جناب آقای احمد رجائی (374, 1799, 527, 1816)
notice-signature: رئیس اتحادیه فروشندگان مبلغ وقال و لوازم حسن پورعطا (613, 717, 848, 748)
notice-body: مصیبت وارده را به جنابعالی تسلیت عرض مینمائیم. (338, 1820, 582, 1835)
notice-code: آ ـ ۷۹۰۷ (24, 1781, 75, 1794)
notice (317, 1875, 584, 1958)
notice-code: آ ـ ۲۰۱۷ (24, 1189, 75, 1202)
notice-body: از علماء اعلام و دوستان و آشنایان که در تشییع و ترحیم خواهر عزیز از دست رفته مرحومه سیف‌الله توکلی شرکت فرمودند سپاسگزاریم. (24, 1573, 302, 1623)
notice-body: ازکلیه سروران گرامی که درمصیبت وارده پدر عزیزمان مرحوم حاج نصرالله نصرالهی ما را مورد محبت قرار دادند صمیمانه سپاسگزاری مینمائیم. (24, 1439, 302, 1489)
notice (597, 755, 864, 916)
notice-body: بدینوسیله درگذشت جانگداز نوجوان هومن فتح‌الله‌زاده فرزند آقای مهندس اسد فتح‌الله‌زاده را باطلاع میرساند. مجلس ختم زنانه و مردانه روز سه‌شنبه ۲۵۳۵/۵/۵ از ساعت ۱۲ الی ۲ بعدازظهر منعقد خواهد بود. (879, 710, 1142, 778)
notice-title: جناب آقای رحمان نجفی (370, 164, 531, 180)
notice-signature: چاپ رایکا (133, 840, 193, 856)
notice (877, 1467, 1144, 1613)
notice-title: دوست ارجمند تیمسار سرلشکر آریانژاد و بانو (28, 1099, 298, 1132)
notice-code: آ ـ ۷۹۱۵ (599, 899, 650, 912)
notice-title: جناب آقای حسین بکتاش (369, 1600, 532, 1616)
notice-body: از کلیه بستگان و دوستان که در مراسم تشییع‌جنازه و ترحیم و سوم مرحوم حاج محمد امیری شرکت فرمودند و یا با ارسال تلگراف و درج آگهی تسلیت ما را مورد لطف قرار دادند سپاسگزاری مینمائیم. (24, 1691, 302, 1758)
notice (597, 74, 864, 238)
notice-title: جناب آقای محمود منطقی (364, 400, 537, 417)
